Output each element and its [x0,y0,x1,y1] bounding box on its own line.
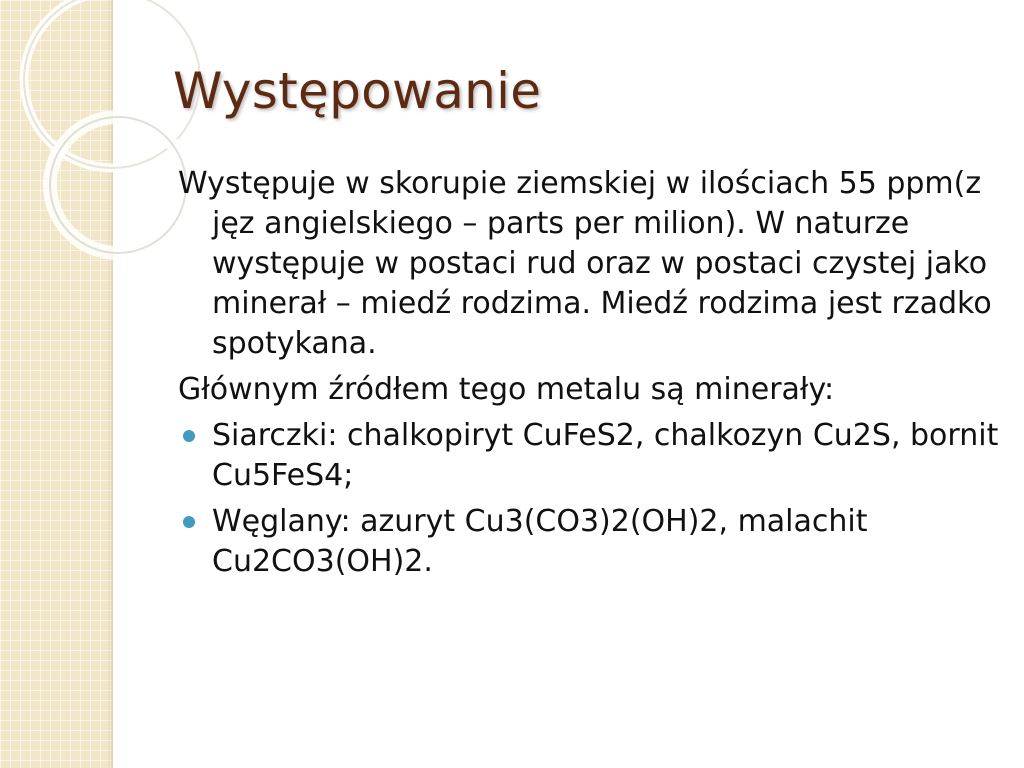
list-item-text: Siarczki: chalkopiryt CuFeS2, chalkozyn Cu2S, bornit Cu5FeS4; [212,418,999,493]
list-item [178,416,1008,496]
paragraph-occurrence: Występuje w skorupie ziemskiej w ilościach 55 ppm(z jęz angielskiego – parts per milion). W naturze występuje w postaci rud oraz w postaci czystej jako minerał – miedź rodzima. Miedź rodzima jest rzadko spotykana. [178,166,992,361]
slide-title: Występowanie [173,62,542,120]
decorative-rings [0,0,200,300]
list-item [178,502,1008,582]
bullet-dot-icon [183,430,195,442]
bullet-dot-icon [183,516,195,528]
paragraph-sources: Głównym źródłem tego metalu są minerały: [178,372,835,407]
slide-content [178,164,1008,588]
list-item-text: Węglany: azuryt Cu3(CO3)2(OH)2, malachit Cu2CO3(OH)2. [212,504,868,579]
